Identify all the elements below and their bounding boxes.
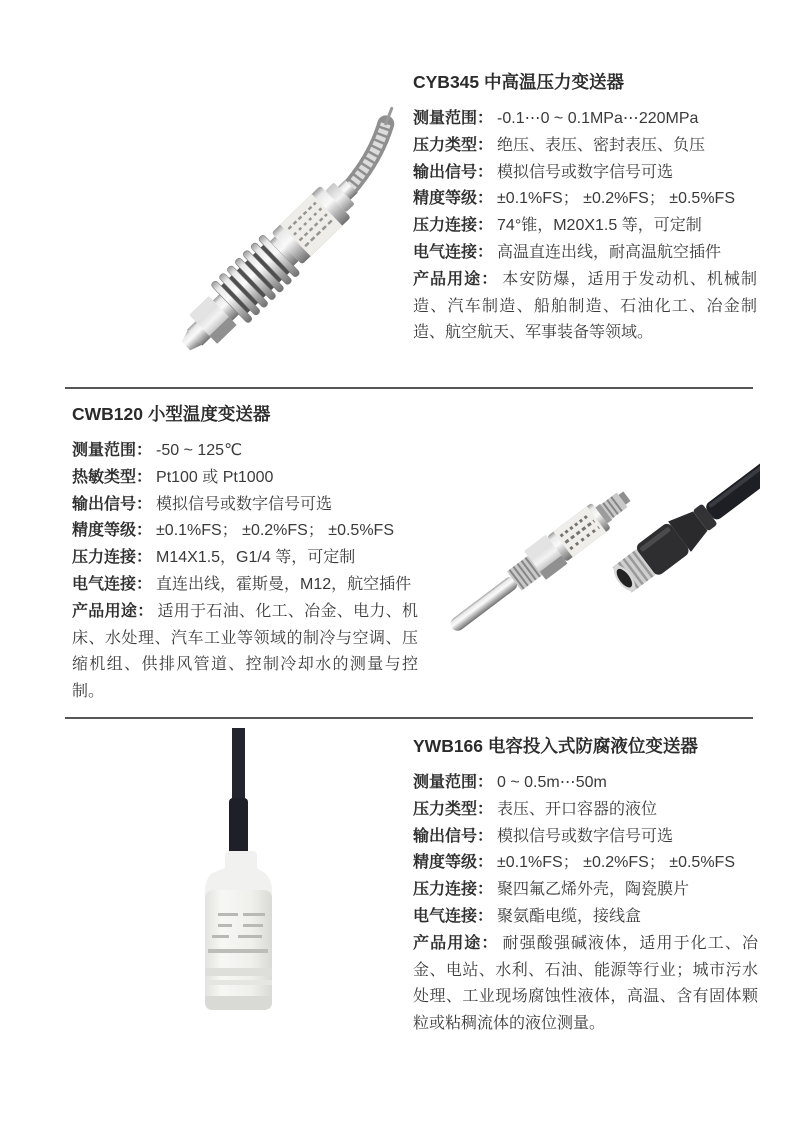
product-photo-cyb345	[40, 40, 400, 365]
spec-value: 直连出线，霍斯曼，M12，航空插件	[156, 575, 412, 593]
level-transmitter-image	[100, 728, 380, 1058]
spec-row	[72, 438, 418, 465]
spec-value: 聚四氟乙烯外壳，陶瓷膜片	[497, 881, 690, 899]
product-specs	[413, 106, 757, 347]
spec-row	[413, 824, 758, 851]
spec-row	[72, 599, 418, 706]
spec-label: 输出信号：	[413, 163, 494, 181]
spec-row	[413, 770, 758, 797]
spec-label: 电气连接：	[72, 575, 153, 593]
spec-value: -50 ~ 125℃	[156, 442, 243, 459]
spec-row	[72, 492, 418, 519]
spec-label: 精度等级：	[413, 190, 494, 208]
spec-row	[413, 904, 758, 931]
spec-row	[413, 797, 758, 824]
section-divider	[65, 717, 753, 719]
spec-value: 适用于石油、化工、冶金、电力、机床、水处理、汽车工业等领域的制冷与空调、压缩机组、供排风管道、控制冷却水的测量与控制。	[72, 602, 418, 701]
spec-label: 输出信号：	[72, 495, 153, 513]
spec-row	[72, 545, 418, 572]
product-title: YWB166 电容投入式防腐液位变送器	[413, 736, 698, 756]
spec-label: 压力类型：	[413, 800, 494, 818]
spec-label: 电气连接：	[413, 907, 494, 925]
spec-value: 0 ~ 0.5m⋯50m	[497, 774, 607, 791]
spec-value: ±0.1%FS； ±0.2%FS； ±0.5%FS	[497, 854, 735, 872]
spec-label: 测量范围：	[413, 110, 494, 127]
product-info-cwb120	[72, 404, 418, 706]
spec-row	[413, 240, 757, 267]
spec-value: ±0.1%FS； ±0.2%FS； ±0.5%FS	[497, 190, 735, 208]
spec-label: 精度等级：	[72, 522, 153, 540]
spec-value: Pt100 或 Pt1000	[156, 468, 274, 486]
product-title: CWB120 小型温度变送器	[72, 404, 271, 424]
spec-value: 模拟信号或数字信号可选	[497, 827, 674, 845]
spec-value: 耐强酸强碱液体，适用于化工、冶金、电站、水利、石油、能源等行业；城市污水处理、工业现场腐蚀性液体，高温、含有固体颗粒或粘稠流体的液位测量。	[413, 934, 758, 1033]
spec-label: 压力类型：	[413, 136, 494, 154]
spec-row	[72, 518, 418, 545]
spec-value: 绝压、表压、密封表压、负压	[497, 136, 706, 154]
product-specs	[413, 770, 758, 1038]
product-photo-ywb166	[100, 728, 380, 1063]
product-info-cyb345	[413, 72, 757, 347]
spec-value: 模拟信号或数字信号可选	[156, 495, 333, 513]
spec-row	[413, 213, 757, 240]
spec-label: 输出信号：	[413, 827, 494, 845]
spec-row	[72, 572, 418, 599]
spec-value: -0.1⋯0 ~ 0.1MPa⋯220MPa	[497, 110, 699, 127]
spec-row	[413, 133, 757, 160]
product-specs	[72, 438, 418, 706]
spec-value: 聚氨酯电缆，接线盒	[497, 907, 642, 925]
spec-label: 测量范围：	[72, 442, 153, 459]
spec-row	[413, 106, 757, 133]
product-title: CYB345 中高温压力变送器	[413, 72, 625, 92]
spec-value: 本安防爆，适用于发动机、机械制造、汽车制造、船舶制造、石油化工、冶金制造、航空航天、军事装备等领域。	[413, 270, 757, 342]
spec-label: 产品用途：	[413, 270, 499, 288]
pressure-transmitter-image	[40, 40, 400, 360]
spec-label: 测量范围：	[413, 774, 494, 791]
spec-row	[413, 186, 757, 213]
spec-label: 压力连接：	[413, 881, 494, 899]
spec-row	[413, 850, 758, 877]
spec-row	[413, 267, 757, 347]
spec-value: 74°锥，M20X1.5 等，可定制	[497, 217, 702, 235]
spec-label: 压力连接：	[72, 549, 153, 567]
spec-label: 产品用途：	[72, 602, 154, 620]
spec-row	[413, 160, 757, 187]
product-photo-cwb120	[420, 430, 760, 685]
spec-value: 高温直连出线，耐高温航空插件	[497, 243, 722, 261]
spec-label: 电气连接：	[413, 243, 494, 261]
spec-value: 表压、开口容器的液位	[497, 800, 658, 818]
spec-value: 模拟信号或数字信号可选	[497, 163, 674, 181]
spec-value: ±0.1%FS； ±0.2%FS； ±0.5%FS	[156, 522, 394, 540]
spec-row	[72, 465, 418, 492]
spec-row	[413, 877, 758, 904]
product-info-ywb166	[413, 736, 758, 1038]
spec-row	[413, 931, 758, 1038]
temperature-transmitter-image	[420, 430, 760, 680]
spec-label: 精度等级：	[413, 854, 494, 872]
spec-label: 热敏类型：	[72, 468, 153, 486]
spec-label: 产品用途：	[413, 934, 499, 952]
spec-label: 压力连接：	[413, 217, 494, 235]
spec-value: M14X1.5，G1/4 等，可定制	[156, 549, 356, 567]
section-divider	[65, 387, 753, 389]
